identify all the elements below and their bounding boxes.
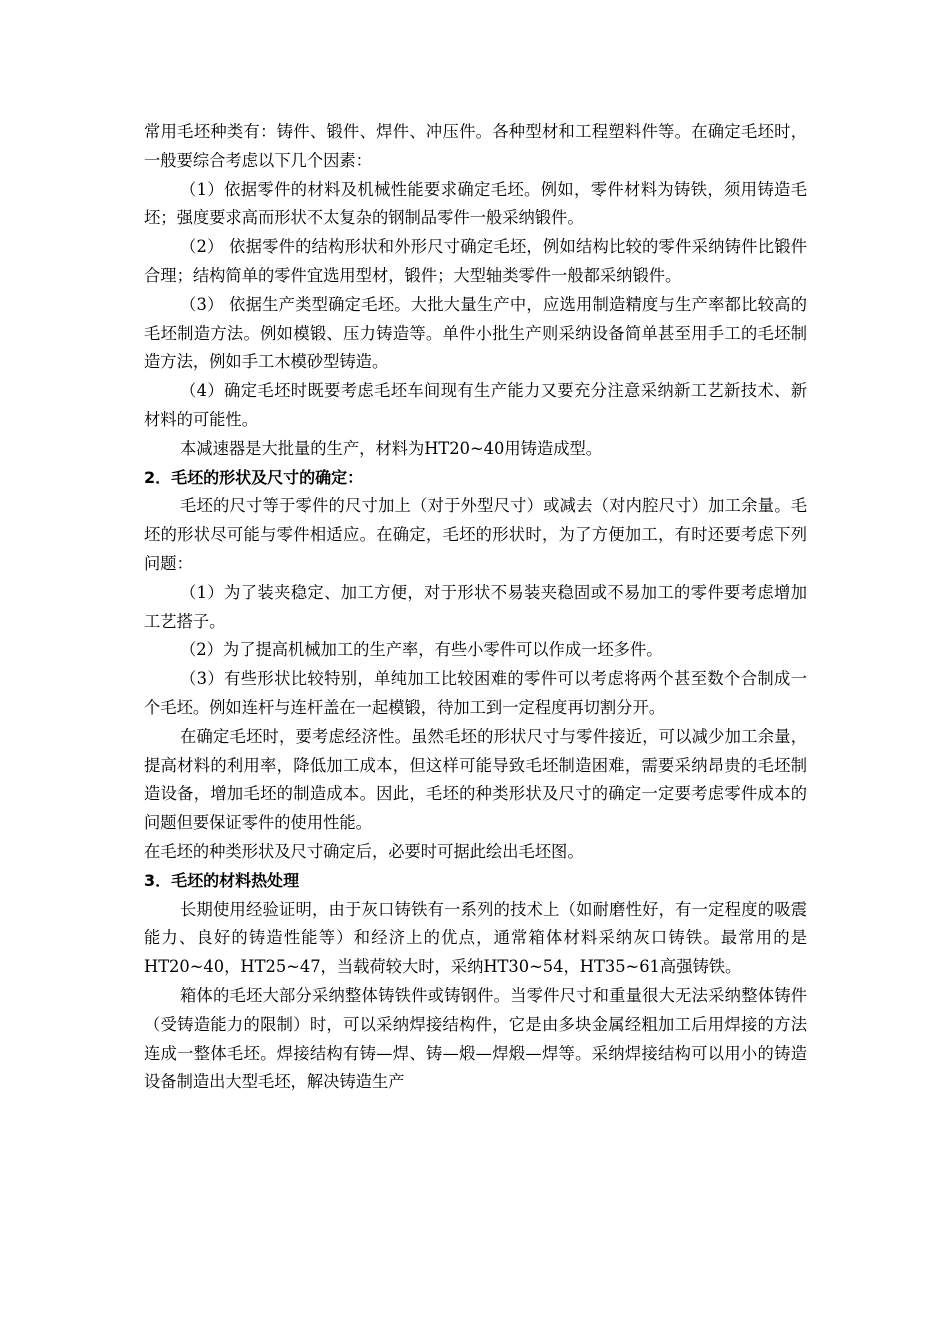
paragraph-welded-structure: 箱体的毛坯大部分采纳整体铸铁件或铸钢件。当零件尺寸和重量很大无法采纳整体铸件（受铸造能力的限制）时，可以采纳焊接结构件，它是由多块金属经粗加工后用焊接的方法连成一整体毛坯。焊接结构有铸—焊、铸—煅—焊煅—焊等。采纳焊接结构可以用小的铸造设备制造出大型毛坯，解决铸造生产 — [144, 985, 807, 1092]
section-heading-3: 3．毛坯的材料热处理 — [144, 870, 300, 890]
paragraph-cast-iron: 长期使用经验证明，由于灰口铸铁有一系列的技术上（如耐磨性好，有一定程度的吸震能力、良好的铸造性能等）和经济上的优点，通常箱体材料采纳灰口铸铁。最常用的是HT20~40，HT25~47，当载荷较大时，采纳HT30~54，HT35~61高强铸铁。 — [144, 899, 807, 977]
paragraph-issue-1: （1）为了装夹稳定、加工方便，对于形状不易装夹稳固或不易加工的零件要考虑增加工艺搭子。 — [144, 582, 807, 631]
paragraph-reducer-material: 本减速器是大批量的生产，材料为HT20~40用铸造成型。 — [180, 438, 603, 458]
paragraph-blank-size: 毛坯的尺寸等于零件的尺寸加上（对于外型尺寸）或减去（对内腔尺寸）加工余量。毛坯的形状尽可能与零件相适应。在确定，毛坯的形状时，为了方便加工，有时还要考虑下列问题： — [144, 496, 807, 573]
section-heading-2: 2．毛坯的形状及尺寸的确定： — [144, 467, 364, 487]
paragraph-issue-2: （2）为了提高机械加工的生产率，有些小零件可以作成一坯多件。 — [180, 640, 663, 660]
paragraph-issue-3: （3）有些形状比较特别，单纯加工比较困难的零件可以考虑将两个甚至数个合制成一个毛坯。例如连杆与连杆盖在一起模锻，待加工到一定程度再切割分开。 — [144, 669, 807, 717]
paragraph-blank-types: 常用毛坯种类有：铸件、锻件、焊件、冲压件。各种型材和工程塑料件等。在确定毛坯时，一般要综合考虑以下几个因素： — [144, 122, 807, 170]
paragraph-factor-1: （1）依据零件的材料及机械性能要求确定毛坯。例如，零件材料为铸铁，须用铸造毛坯；强度要求高而形状不太复杂的钢制品零件一般采纳锻件。 — [144, 179, 807, 228]
paragraph-factor-3: （3） 依据生产类型确定毛坯。大批大量生产中，应选用制造精度与生产率都比较高的毛坯制造方法。例如模锻、压力铸造等。单件小批生产则采纳设备简单甚至用手工的毛坯制造方法，例如手工木模砂型铸造。 — [144, 294, 807, 372]
paragraph-factor-4: （4）确定毛坯时既要考虑毛坯车间现有生产能力又要充分注意采纳新工艺新技术、新材料的可能性。 — [144, 381, 807, 429]
paragraph-factor-2: （2） 依据零件的结构形状和外形尺寸确定毛坯，例如结构比较的零件采纳铸件比锻件合理；结构简单的零件宜选用型材，锻件；大型轴类零件一般都采纳锻件。 — [144, 237, 807, 285]
document-page — [144, 118, 807, 1097]
paragraph-blank-drawing: 在毛坯的种类形状及尺寸确定后，必要时可据此绘出毛坯图。 — [144, 841, 584, 861]
paragraph-economy: 在确定毛坯时，要考虑经济性。虽然毛坯的形状尺寸与零件接近，可以减少加工余量，提高材料的利用率，降低加工成本，但这样可能导致毛坯制造困难，需要采纳昂贵的毛坯制造设备，增加毛坯的制造成本。因此，毛坯的种类形状及尺寸的确定一定要考虑零件成本的问题但要保证零件的使用性能。 — [144, 726, 807, 833]
